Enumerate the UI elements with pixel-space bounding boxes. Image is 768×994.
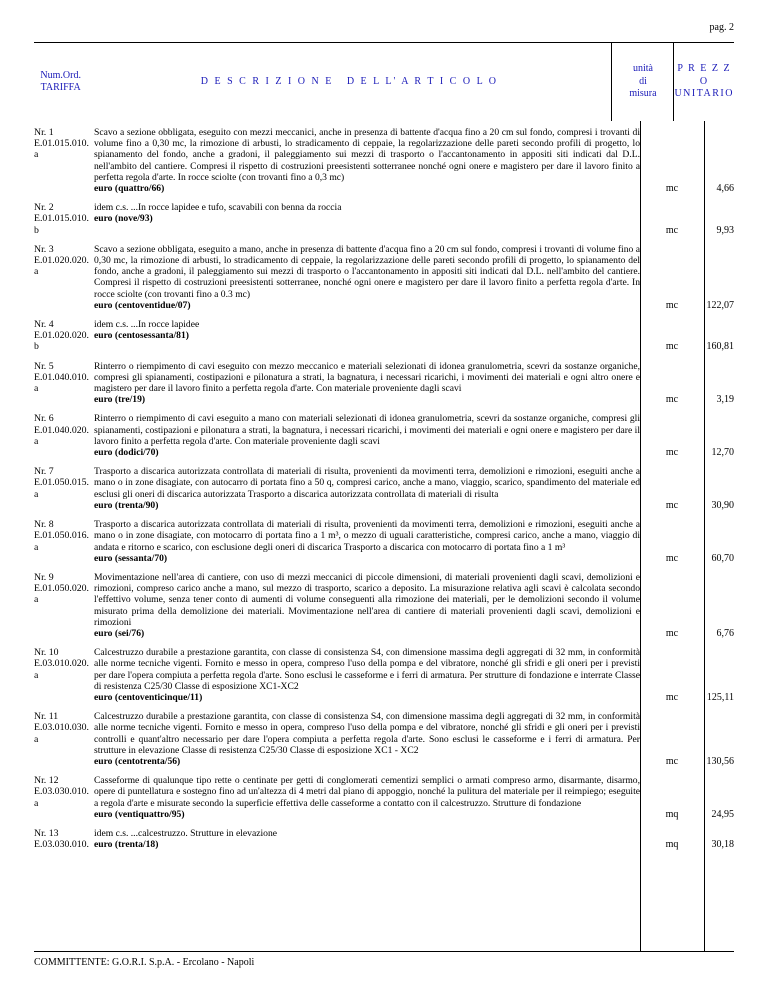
item-code: Nr. 10 E.03.010.020. a [34, 647, 89, 681]
item-description: Movimentazione nell'area di cantiere, con uso di mezzi meccanici di piccole dimensioni, di materiali provenienti dagli scavi, demolizioni e rimozioni, compreso carico anche a mano, sul mezzo di trasporto, scarico a deposito. La misurazione relativa agli scavi è calcolata secondo l'effettivo volume, senza tener conto di aumenti di volume conseguenti alla rimozione dei materiali, per le demolizioni secondo il volume misurato prima della demolizione dei materiali. Movimentazione nell'area di cantiere di materiali provenienti dagli scavi, demolizioni e rimozioni euro (sei/76) [94, 571, 640, 639]
item-code: Nr. 1 E.01.015.010. a [34, 127, 89, 161]
item-unit: mc [665, 394, 679, 406]
item-price-words: euro (centotrenta/56) [94, 755, 181, 767]
item-code: Nr. 9 E.01.050.020. a [34, 571, 89, 606]
item-price: 125,11 [706, 691, 734, 703]
item-code: Nr. 13 E.03.030.010. [34, 827, 89, 851]
item-unit: mc [665, 447, 679, 459]
item-unit: mc [665, 299, 679, 311]
list-item [34, 244, 734, 311]
item-code: Nr. 5 E.01.040.010. a [34, 360, 89, 395]
item-price-words: euro (tre/19) [94, 394, 146, 406]
item-price-words: euro (centoventicinque/11) [94, 691, 203, 703]
item-description: Scavo a sezione obbligata, eseguito con mezzi meccanici, anche in presenza di battente d'acqua fino a 20 cm sul fondo, compresi i trovanti di volume fino a 0,30 mc, la rimozione di arbusti, lo stradicamento di ceppaie, la regolarizzazione delle pareti secondo profili di progetto, lo spianamento del fondo, anche a gradoni, il paleggiamento sui mezzi di trasporto o l'accantonamento in appositi siti indicati dal D.L. nell'ambito del cantiere. Compresi il rispetto di costruzioni preesistenti sotterranee nonché ogni onere e magistero per dare il lavoro finito a perfetta regola d'arte. In rocce sciolte (con trovanti fino a 0,3 mc) euro (quattro/66) [94, 127, 640, 195]
item-description: Scavo a sezione obbligata, eseguito a mano, anche in presenza di battente d'acqua fino a 20 cm sul fondo, compresi i trovanti di volume fino a 0,30 mc, la rimozione di arbusti, lo stradicamento di ceppaie, la regolarizzazione delle pareti secondo profili di progetto, lo spianamento del fondo, anche a gradoni, il paleggiamento sui mezzi di trasporto o l'accantonamento in appositi siti indicati dal D.L. nell'ambito del cantiere. Compresi il rispetto di costruzioni preesistenti sotterranee, nonché ogni onere e magistero per dare il lavoro finito a perfetta regola d'arte. In rocce sciolte (con trovanti fino a 0.3 mc) euro (centoventidue/07) [94, 243, 640, 311]
list-item [34, 519, 734, 564]
list-item [34, 775, 734, 820]
item-unit: mc [665, 499, 679, 511]
list-item [34, 466, 734, 511]
item-description: Calcestruzzo durabile a prestazione garantita, con classe di consistenza S4, con dimensione massima degli aggregati di 32 mm, in conformità alle norme tecniche vigenti. Fornito e messo in opera, compreso l'uso della pompa e del vibratore, nonché gli sfridi e gli oneri per i previsti controlli e quant'altro necessario per dare l'opera compiuta a perfetta regola d'arte. Sono esclusi le casseforme e i ferri di armatura. Per strutture in elevazione Classe di resistenza C25/30 Classe di esposizione XC1 - XC2 euro (centotrenta/56) [94, 711, 640, 767]
item-unit: mq [665, 839, 679, 851]
item-code: Nr. 7 E.01.050.015. a [34, 466, 89, 500]
list-item [34, 127, 734, 194]
item-price: 6,76 [716, 627, 734, 639]
item-description: idem c.s. ...In rocce lapidee e tufo, scavabili con benna da roccia euro (nove/93) [94, 202, 640, 236]
item-code: Nr. 8 E.01.050.016. a [34, 519, 89, 553]
item-description: Casseforme di qualunque tipo rette o centinate per getti di conglomerati cementizi semplici o armati compreso armo, disarmante, disarmo, opere di puntellatura e sostegno fino ad un'altezza di 4 metri dal piano di appoggio, nonché la pulitura del materiale per il reimpiego; eseguite a regola d'arte e misurate secondo la superficie effettiva delle casseforme a contatto con il calcestruzzo. Strutture di fondazione euro (ventiquattro/95) [94, 775, 640, 820]
item-price: 12,70 [711, 447, 734, 459]
item-unit: mc [665, 627, 679, 639]
footer-committente: COMMITTENTE: G.O.R.I. S.p.A. - Ercolano - Napoli [34, 957, 255, 968]
item-price-words: euro (nove/93) [94, 213, 153, 225]
item-code: Nr. 6 E.01.040.020. a [34, 413, 89, 447]
item-price: 30,18 [711, 839, 734, 851]
item-unit: mq [665, 808, 679, 820]
item-code: Nr. 3 E.01.020.020. a [34, 243, 89, 278]
list-item [34, 413, 734, 458]
item-price: 60,70 [711, 552, 734, 564]
item-unit: mc [665, 755, 679, 767]
item-price-words: euro (trenta/90) [94, 499, 159, 511]
item-unit: mc [665, 552, 679, 564]
item-price: 130,56 [706, 755, 734, 767]
item-code: Nr. 12 E.03.030.010. a [34, 775, 89, 809]
item-price-words: euro (trenta/18) [94, 839, 159, 851]
header-description: D E S C R I Z I O N E D E L L' A R T I C O L O [200, 75, 499, 87]
item-price-words: euro (dodici/70) [94, 447, 159, 459]
list-item [34, 711, 734, 767]
item-unit: mc [665, 183, 679, 195]
item-unit: mc [665, 341, 679, 353]
item-price-words: euro (centoventidue/07) [94, 299, 191, 311]
item-price: 3,19 [716, 394, 734, 406]
header-num-ord: Num.Ord. TARIFFA [40, 69, 81, 93]
item-description: Calcestruzzo durabile a prestazione garantita, con classe di consistenza S4, con dimensione massima degli aggregati di 32 mm, in conformità alle norme tecniche vigenti. Fornito e messo in opera, compreso l'uso della pompa e del vibratore, nonché gli sfridi e gli oneri per i previsti per dare l'opera compiuta a perfetta regola d'arte. Sono esclusi le casseforme e i ferri di armatura. Per strutture di fondazione e interrate Classe di resistenza C25/30 Classe di esposizione XC1-XC2 euro (centoventicinque/11) [94, 647, 640, 703]
item-price: 4,66 [716, 183, 734, 195]
item-price: 9,93 [716, 224, 734, 236]
header-price: P R E Z Z O UNITARIO [673, 43, 734, 121]
item-description: idem c.s. ...calcestruzzo. Strutture in elevazione euro (trenta/18) [94, 828, 640, 850]
page-number: pag. 2 [709, 22, 734, 33]
item-price: 122,07 [706, 299, 734, 311]
item-description: Rinterro o riempimento di cavi eseguito con mezzo meccanico e materiali selezionati di idonea granulometria, scevri da sostanze organiche, compresi gli spianamenti, costipazioni e pilonatura a strati, la bagnatura, i necessari ricarichi, i movimenti dei materiali e ogni altro onere e magistero per dare il lavoro finito a perfetta regola d'arte. Con materiale proveniente dagli scavi euro (tre/19) [94, 360, 640, 406]
list-item [34, 361, 734, 406]
item-code: Nr. 2 E.01.015.010. b [34, 202, 89, 236]
item-price-words: euro (quattro/66) [94, 183, 165, 195]
item-description: Trasporto a discarica autorizzata controllata di materiali di risulta, provenienti da movimenti terra, demolizioni e rimozioni, eseguiti anche a mano o in zone disagiate, con autocarro di portata fino a 50 q, compresi carico, anche a mano, viaggio, scarico, spandimento del materiale ed esclusi gli oneri di discarica autorizzata Trasporto a discarica autorizzata controllata di materiali di risulta euro (trenta/90) [94, 466, 640, 511]
item-price: 30,90 [711, 499, 734, 511]
items-list [34, 127, 734, 858]
item-price-words: euro (ventiquattro/95) [94, 808, 185, 820]
list-item [34, 647, 734, 703]
item-price-words: euro (sei/76) [94, 627, 145, 639]
header-unit: unità di misura [611, 43, 673, 121]
item-price: 24,95 [711, 808, 734, 820]
item-description: Rinterro o riempimento di cavi eseguito a mano con materiali selezionati di idonea granulometria, scevri da sostanze organiche, compresi gli spianamenti, costipazioni e pilonatura a strati, la bagnatura, i necessari ricarichi, i movimenti dei materiali e ogni onere e magistero per dare il lavoro finito a perfetta regola d'arte. Con materiale proveniente dagli scavi euro (dodici/70) [94, 413, 640, 459]
item-code: Nr. 4 E.01.020.020. b [34, 319, 89, 353]
item-price: 160,81 [706, 341, 734, 353]
item-unit: mc [665, 691, 679, 703]
table-header [34, 43, 734, 121]
item-description: idem c.s. ...In rocce lapidee euro (centosessanta/81) [94, 319, 640, 353]
item-description: Trasporto a discarica autorizzata controllata di materiali di risulta, provenienti da movimenti terra, demolizioni e rimozioni, eseguiti anche a mano o in zone disagiate, con motocarro di portata fino a 1 m³, o mezzo di uguali caratteristiche, compresi carico, anche a mano, viaggio di andata e ritorno e scarico, con esclusione degli oneri di discarica Trasporto a discarica con motocarro di portata fino a 1 m³ euro (sessanta/70) [94, 519, 640, 564]
list-item [34, 319, 734, 353]
list-item [34, 572, 734, 639]
footer-rule [34, 951, 734, 952]
list-item [34, 202, 734, 236]
item-code: Nr. 11 E.03.010.030. a [34, 711, 89, 745]
list-item [34, 828, 734, 850]
item-unit: mc [665, 224, 679, 236]
item-price-words: euro (centosessanta/81) [94, 330, 189, 342]
item-price-words: euro (sessanta/70) [94, 552, 168, 564]
